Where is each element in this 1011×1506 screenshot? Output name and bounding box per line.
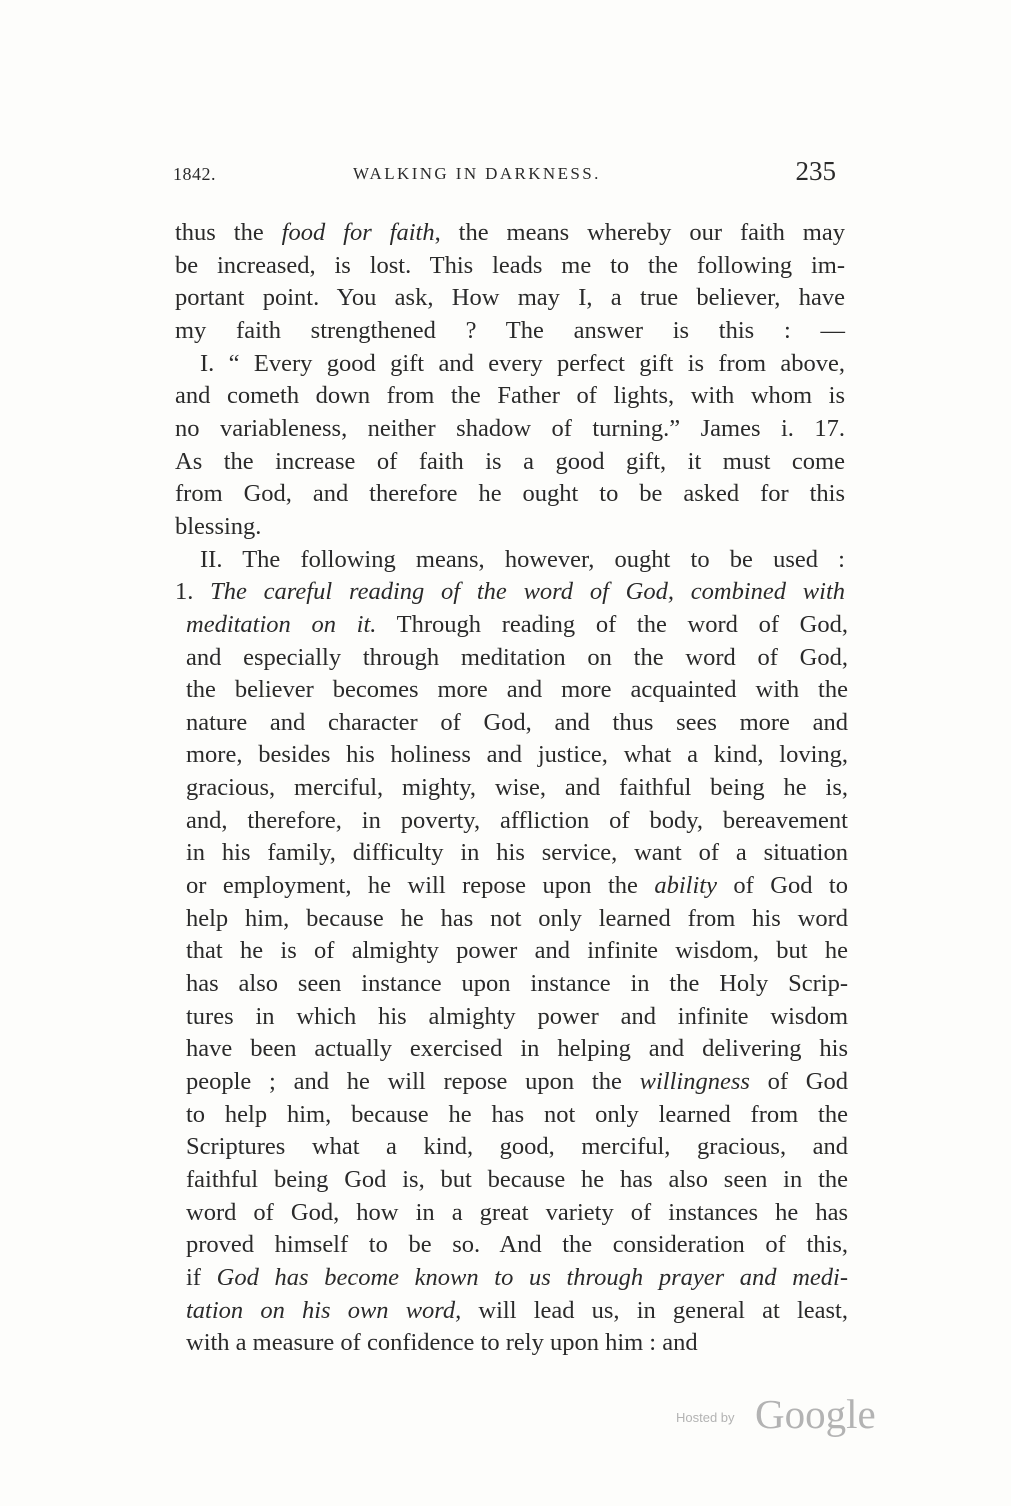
text-run: more, besides his holiness and justice, what a kind, loving, [186, 741, 848, 769]
header-year: 1842. [173, 164, 216, 184]
italic-run: God has become known to us through prayer and medi- [216, 1263, 848, 1291]
text-line [186, 1196, 848, 1229]
text-line [175, 575, 845, 608]
running-head [173, 158, 836, 194]
text-line [186, 869, 848, 902]
watermark-hosted-by: Hosted by [676, 1410, 735, 1425]
text-run: the believer becomes more and more acquainted with the [186, 676, 848, 704]
text-run: of God [749, 1067, 848, 1095]
italic-run: The careful reading of the word of God, combined with [210, 578, 846, 606]
text-run: faithful being God is, but because he has also seen in the [186, 1165, 848, 1193]
text-line [175, 510, 845, 543]
text-line [186, 836, 848, 869]
text-run: or employment, he will repose upon the [186, 872, 655, 899]
text-run: , the means whereby our faith may [434, 219, 845, 246]
header-title: WALKING IN DARKNESS. [353, 164, 601, 183]
text-line [186, 641, 848, 674]
text-line [186, 1098, 848, 1131]
text-line [175, 445, 845, 478]
text-run: if [186, 1263, 217, 1291]
text-line [186, 738, 848, 771]
text-run: from God, and therefore he ought to be asked for this [175, 480, 845, 508]
text-line [200, 347, 845, 380]
text-line [186, 967, 848, 1000]
text-run: and, therefore, in poverty, affliction of body, bereavement [186, 806, 848, 834]
text-run: be increased, is lost. This leads me to the following im- [175, 251, 845, 279]
text-line [186, 902, 848, 935]
text-run: help him, because he has not only learned from his word [186, 904, 848, 932]
text-line [186, 1294, 848, 1327]
text-run: 1. [175, 578, 211, 606]
text-run: has also seen instance upon instance in the Holy Scrip- [186, 969, 848, 997]
text-line [175, 281, 845, 314]
text-run: to help him, because he has not only learned from the [186, 1100, 848, 1128]
text-line [186, 1261, 848, 1294]
text-line [175, 379, 845, 412]
text-line [186, 706, 848, 739]
text-run: As the increase of faith is a good gift, it must come [175, 447, 845, 475]
text-line [175, 477, 845, 510]
text-line [186, 1163, 848, 1196]
text-line [186, 771, 848, 804]
text-run: portant point. You ask, How may I, a true believer, have [175, 284, 845, 312]
text-run: and cometh down from the Father of lights, with whom is [175, 382, 845, 410]
italic-run: tation on his own word, [186, 1296, 462, 1324]
text-line [175, 314, 845, 347]
text-run: I. “ Every good gift and every perfect gift is from above, [200, 349, 845, 377]
text-run: have been actually exercised in helping and delivering his [186, 1035, 848, 1063]
italic-run: willingness [639, 1067, 750, 1095]
text-line [186, 934, 848, 967]
page-number: 235 [795, 156, 836, 186]
text-run: blessing. [175, 512, 262, 540]
text-run: II. The following means, however, ought to be used : [200, 545, 845, 573]
text-line [186, 1130, 848, 1163]
hosted-by-google-watermark [676, 1392, 886, 1442]
text-line [186, 1228, 848, 1261]
italic-run: ability [654, 872, 717, 899]
text-run: word of God, how in a great variety of instances he has [186, 1198, 848, 1226]
text-run: Scriptures what a kind, good, merciful, gracious, and [186, 1133, 848, 1161]
text-run: thus the [175, 219, 282, 246]
text-run: Through reading of the word of God, [376, 610, 848, 638]
text-line [186, 608, 848, 641]
text-run: proved himself to be so. And the consideration of this, [186, 1231, 848, 1259]
text-run: and especially through meditation on the word of God, [186, 643, 848, 671]
watermark-google-logo: Google [755, 1391, 876, 1437]
text-line [175, 249, 845, 282]
text-run: will lead us, in general at least, [461, 1296, 848, 1324]
text-line [186, 804, 848, 837]
text-run: that he is of almighty power and infinite wisdom, but he [186, 937, 848, 965]
text-run: no variableness, neither shadow of turning.” James i. 17. [175, 414, 845, 442]
text-run: nature and character of God, and thus sees more and [186, 708, 848, 736]
text-run: people ; and he will repose upon the [186, 1067, 640, 1095]
text-line [186, 1065, 848, 1098]
text-run: my faith strengthened ? The answer is this : — [175, 316, 845, 344]
text-run: of God to [716, 872, 848, 899]
text-run: in his family, difficulty in his service, want of a situation [186, 839, 848, 867]
text-line [200, 543, 845, 576]
text-line [175, 216, 845, 249]
text-run: tures in which his almighty power and infinite wisdom [186, 1002, 848, 1030]
text-line [186, 1000, 848, 1033]
text-line [175, 412, 845, 445]
text-line [186, 673, 848, 706]
italic-run: meditation on it. [186, 610, 377, 638]
italic-run: food for faith [281, 219, 435, 246]
text-line [186, 1032, 848, 1065]
text-run: gracious, merciful, mighty, wise, and faithful being he is, [186, 774, 848, 801]
text-line [186, 1326, 848, 1359]
text-run: with a measure of confidence to rely upon him : and [186, 1329, 698, 1357]
